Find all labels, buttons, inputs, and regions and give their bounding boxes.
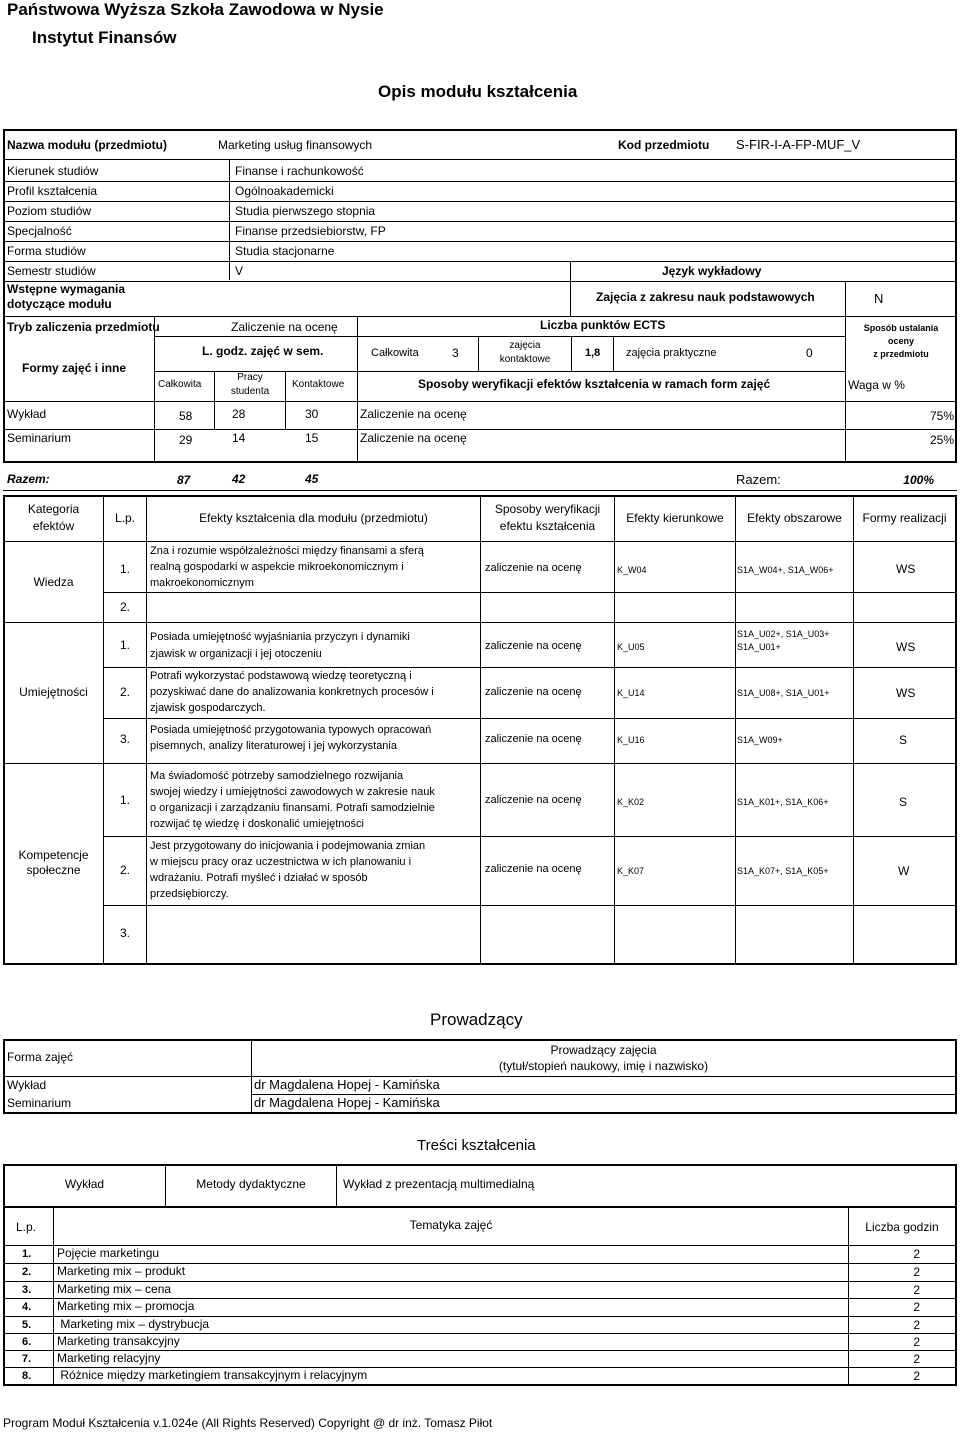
form-row-verification: Zaliczenie na ocenę (360, 407, 467, 421)
form-row-weight: 25% (929, 433, 954, 447)
effect-form: S (899, 733, 908, 747)
topic-lp: 2. (22, 1266, 32, 1278)
topic-hours: 2 (913, 1247, 920, 1261)
effect-lp: 2. (120, 685, 131, 699)
effect-description-line: Posiada umiejętność wyjaśniania przyczyn i dynamiki (150, 631, 410, 643)
effect-lp: 1. (120, 562, 131, 576)
ects-practical-label: zajęcia praktyczne (626, 347, 717, 359)
effect-lp: 3. (120, 732, 131, 746)
effect-area-line1: S1A_U02+, S1A_U03+ (737, 629, 830, 639)
methods-label: Metody dydaktyczne (196, 1177, 306, 1191)
ects-total-label: Całkowita (371, 347, 419, 359)
topic-lp: 7. (22, 1353, 32, 1365)
methods-value: Wykład z prezentacją multimedialną (343, 1177, 535, 1191)
effect-area: S1A_W04+, S1A_W06+ (737, 565, 834, 575)
hours-sum-total: 87 (177, 473, 191, 487)
topic-name: Różnice między marketingiem transakcyjnym i relacyjnym (57, 1368, 368, 1382)
topic-name: Pojęcie marketingu (57, 1246, 160, 1260)
field-value: Finanse i rachunkowość (235, 164, 364, 178)
effect-lp: 3. (120, 926, 131, 940)
effect-area: S1A_K01+, S1A_K06+ (737, 797, 829, 807)
col-total-hours: Całkowita (158, 379, 202, 390)
form-row-student: 28 (232, 407, 246, 421)
module-code-value: S-FIR-I-A-FP-MUF_V (736, 137, 861, 152)
grading-method-line1: Sposób ustalania (863, 323, 939, 333)
basic-sciences-value: N (874, 291, 884, 306)
ects-contact-label-line2: kontaktowe (499, 354, 551, 365)
module-name-label: Nazwa modułu (przedmiotu) (7, 138, 167, 152)
effect-verification: zaliczenie na ocenę (485, 562, 582, 574)
effect-area: S1A_U08+, S1A_U01+ (737, 688, 830, 698)
topic-lp: 3. (22, 1284, 32, 1296)
ects-total-value: 3 (452, 346, 459, 360)
specialty-label: Specjalność (7, 224, 72, 238)
semester-label: Semestr studiów (7, 264, 96, 278)
ects-contact-label-line1: zajęcia (509, 340, 541, 351)
effects-header-category-line1: Kategoria (27, 502, 80, 516)
effect-area: S1A_K07+, S1A_K05+ (737, 866, 829, 876)
module-code-label: Kod przedmiotu (618, 138, 710, 152)
effect-directional: K_U14 (617, 688, 645, 698)
ects-contact-value: 1,8 (585, 347, 601, 359)
form-row-name: Wykład (7, 407, 47, 421)
category-knowledge: Wiedza (33, 575, 74, 589)
level-label: Poziom studiów (7, 204, 92, 218)
effect-directional: K_U05 (617, 642, 645, 652)
module-name-value: Marketing usług finansowych (218, 138, 373, 152)
assessment-mode-value: Zaliczenie na ocenę (231, 320, 338, 334)
category-competences-line1: Kompetencje (18, 848, 89, 862)
effect-lp: 2. (120, 600, 131, 614)
lecturers-header-form: Forma zajęć (7, 1050, 74, 1064)
category-skills: Umiejętności (19, 685, 88, 699)
effect-description-line: pozyskiwać dane do analizowania konkretnych procesów i (150, 686, 434, 698)
topic-lp: 1. (22, 1248, 32, 1260)
hours-per-semester-label: L. godz. zajęć w sem. (202, 344, 324, 358)
effect-form: WS (896, 640, 916, 654)
effect-form: W (898, 864, 910, 878)
effect-lp: 1. (120, 638, 131, 652)
category-competences-line2: społeczne (26, 863, 81, 877)
hours-sum-contact: 45 (305, 472, 319, 486)
effect-description-line: Ma świadomość potrzeby samodzielnego rozwijania (150, 770, 404, 782)
effects-header-directional: Efekty kierunkowe (626, 511, 724, 525)
effects-header-effects: Efekty kształcenia dla modułu (przedmiotu) (199, 511, 428, 525)
ects-label: Liczba punktów ECTS (540, 318, 666, 332)
topic-name: Marketing mix – promocja (57, 1299, 195, 1313)
effect-description-line: Potrafi wykorzystać podstawową wiedzę teoretyczną i (150, 670, 412, 682)
lecturers-header-person-line2: (tytuł/stopień naukowy, imię i nazwisko) (498, 1059, 709, 1073)
form-row-student: 14 (232, 431, 246, 445)
language-label: Język wykładowy (662, 264, 762, 278)
effect-description-line: w miejscu pracy oraz uczestnictwa w ich planowaniu i (150, 856, 412, 868)
prereq-label-line2: dotyczące modułu (7, 297, 112, 311)
topic-hours: 2 (913, 1369, 920, 1383)
weight-sum-label: Razem: (736, 472, 781, 487)
effect-form: WS (896, 562, 916, 576)
lecturers-title: Prowadzący (430, 1010, 523, 1029)
profile-value: Ogólnoakademicki (235, 184, 334, 198)
effect-description-line: realną gospodarki w aspekcie mikroekonomicznym i (150, 561, 404, 573)
assessment-mode-label: Tryb zaliczenia przedmiotu (7, 320, 160, 334)
topics-header-topic: Tematyka zajęć (409, 1218, 493, 1232)
effect-description-line: Posiada umiejętność przygotowania typowych opracowań (150, 724, 432, 736)
topic-hours: 2 (913, 1265, 920, 1279)
effects-header-category-line2: efektów (32, 519, 75, 533)
effect-verification: zaliczenie na ocenę (485, 794, 582, 806)
document-title: Opis modułu kształcenia (378, 82, 578, 101)
form-row-verification: Zaliczenie na ocenę (360, 431, 467, 445)
effect-description-line: pisemnych, analizy literaturowej i jej wykorzystania (150, 740, 397, 752)
field-label: Kierunek studiów (7, 164, 99, 178)
effect-description-line: Zna i rozumie współzależności między finansami a sferą (150, 545, 424, 557)
effects-header-lp: L.p. (114, 511, 135, 525)
institute-name: Instytut Finansów (32, 28, 177, 47)
methods-form-label: Wykład (64, 1177, 105, 1191)
form-row-contact: 15 (305, 431, 319, 445)
topic-lp: 6. (22, 1336, 32, 1348)
effect-verification: zaliczenie na ocenę (485, 686, 582, 698)
effect-description-line: swojej wiedzy i umiejętności zawodowych w zakresie nauk (150, 786, 435, 798)
effect-verification: zaliczenie na ocenę (485, 863, 582, 875)
effect-area: S1A_W09+ (737, 735, 783, 745)
school-name: Państwowa Wyższa Szkoła Zawodowa w Nysie (7, 0, 384, 19)
effect-lp: 2. (120, 863, 131, 877)
col-student-work-line2: studenta (230, 386, 270, 397)
topic-name: Marketing relacyjny (57, 1351, 161, 1365)
ects-practical-value: 0 (806, 346, 813, 360)
effect-directional: K_U16 (617, 735, 645, 745)
hours-sum-label: Razem: (7, 472, 50, 486)
lecturer-form: Wykład (7, 1078, 47, 1092)
topic-name: Marketing mix – produkt (57, 1264, 186, 1278)
topic-name: Marketing mix – cena (57, 1282, 172, 1296)
weight-label: Waga w % (848, 378, 905, 392)
col-student-work-line1: Pracy (237, 372, 263, 383)
form-row-name: Seminarium (7, 431, 72, 445)
effect-directional: K_K07 (617, 866, 645, 876)
class-forms-label: Formy zajęć i inne (22, 361, 127, 375)
topic-name: Marketing transakcyjny (57, 1334, 180, 1348)
content-title: Treści kształcenia (417, 1137, 536, 1154)
effect-description-line: makroekonomicznym (150, 577, 254, 589)
verification-methods-label: Sposoby weryfikacji efektów kształcenia w ramach form zajęć (418, 377, 771, 391)
topic-name: Marketing mix – dystrybucja (57, 1317, 210, 1331)
topics-header-hours: Liczba godzin (865, 1220, 939, 1234)
col-contact-hours: Kontaktowe (292, 379, 345, 390)
topic-lp: 5. (22, 1319, 32, 1331)
topic-hours: 2 (913, 1300, 920, 1314)
effect-verification: zaliczenie na ocenę (485, 640, 582, 652)
effect-description-line: wdrażaniu. Potrafi myśleć i działać w sposób (150, 872, 368, 884)
lecturer-form: Seminarium (7, 1096, 72, 1110)
topic-lp: 4. (22, 1301, 32, 1313)
effects-header-area: Efekty obszarowe (747, 511, 842, 525)
grading-method-line3: z przedmiotu (873, 349, 929, 359)
study-form-label: Forma studiów (7, 244, 86, 258)
effect-form: S (899, 795, 908, 809)
effect-description-line: Jest przygotowany do inicjowania i podejmowania zmian (150, 840, 426, 852)
effect-lp: 1. (120, 793, 131, 807)
effect-description-line: rozwijać tę wiedzę i doskonalić umiejętności (150, 818, 364, 830)
profile-label: Profil kształcenia (7, 184, 98, 198)
form-row-weight: 75% (929, 409, 954, 423)
footer-copyright: Program Moduł Kształcenia v.1.024e (All Rights Reserved) Copyright @ dr inż. Tomasz Piłot (3, 1416, 493, 1430)
effect-form: WS (896, 686, 916, 700)
semester-value: V (235, 264, 244, 278)
hours-sum-student: 42 (232, 472, 246, 486)
effect-directional: K_K02 (617, 797, 645, 807)
prereq-label-line1: Wstępne wymagania (7, 282, 126, 296)
form-row-total: 58 (179, 409, 193, 423)
effect-verification: zaliczenie na ocenę (485, 733, 582, 745)
effects-header-forms: Formy realizacji (862, 511, 947, 525)
topic-hours: 2 (913, 1335, 920, 1349)
effects-header-verification-line2: efektu kształcenia (499, 519, 596, 533)
topic-lp: 8. (22, 1370, 32, 1382)
topic-hours: 2 (913, 1318, 920, 1332)
weight-sum-value: 100% (903, 473, 934, 487)
effect-description-line: o organizacji i zarządzaniu finansami. Potrafi samodzielnie (150, 802, 435, 814)
basic-sciences-label: Zajęcia z zakresu nauk podstawowych (596, 290, 815, 304)
level-value: Studia pierwszego stopnia (235, 204, 376, 218)
grading-method-line2: oceny (887, 336, 914, 346)
effects-header-verification-line1: Sposoby weryfikacji (494, 502, 601, 516)
effect-description-line: zjawisk w organizacji i jej otoczeniu (150, 648, 322, 660)
effect-description-line: przedsiębiorczy. (150, 888, 229, 900)
effect-area-line2: S1A_U01+ (737, 642, 781, 652)
lecturer-name: dr Magdalena Hopej - Kamińska (254, 1095, 440, 1110)
study-form-value: Studia stacjonarne (235, 244, 335, 258)
effect-description-line: zjawisk gospodarczych. (150, 702, 266, 714)
lecturers-header-person-line1: Prowadzący zajęcia (550, 1043, 657, 1057)
specialty-value: Finanse przedsiebiorstw, FP (235, 224, 386, 238)
form-row-total: 29 (179, 433, 193, 447)
topic-hours: 2 (913, 1283, 920, 1297)
effect-directional: K_W04 (617, 565, 647, 575)
topic-hours: 2 (913, 1352, 920, 1366)
topics-header-lp: L.p. (16, 1220, 37, 1234)
form-row-contact: 30 (305, 407, 319, 421)
lecturer-name: dr Magdalena Hopej - Kamińska (254, 1077, 440, 1092)
